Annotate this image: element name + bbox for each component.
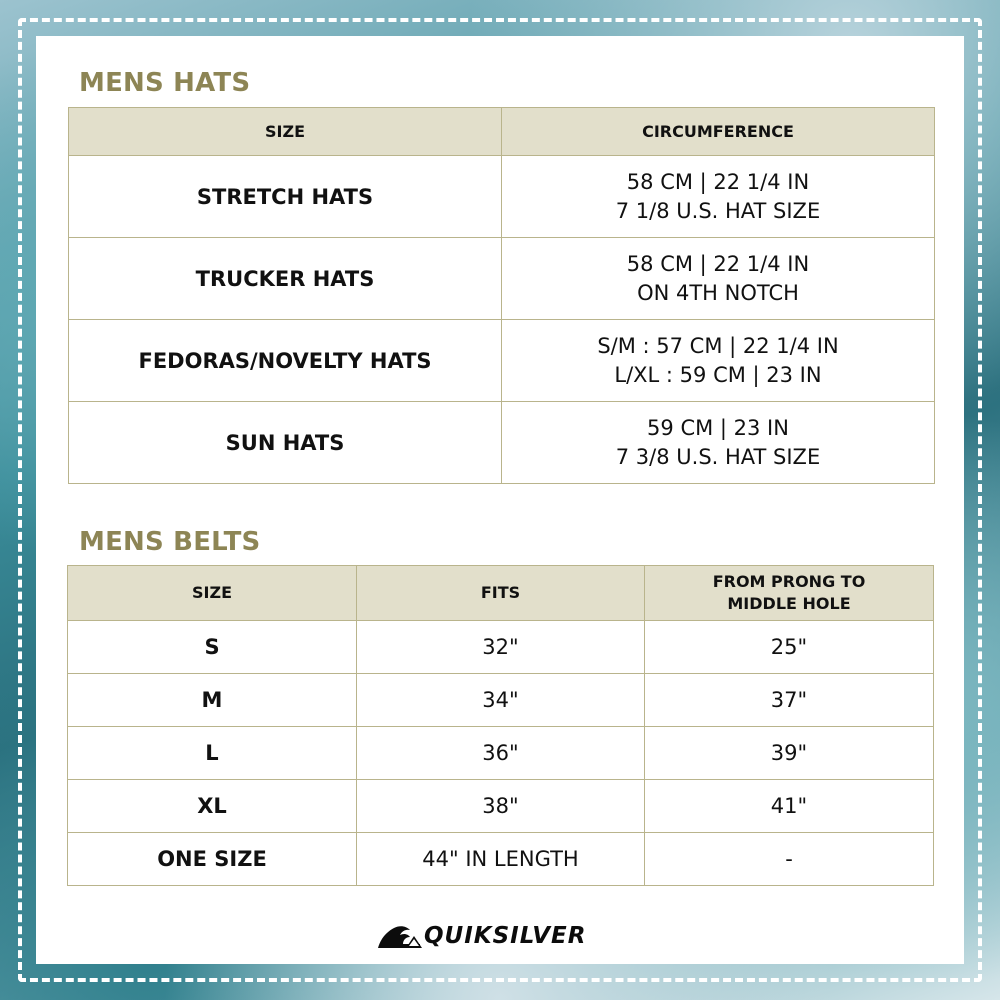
table-row bbox=[68, 727, 934, 780]
hat-type-label: TRUCKER HATS bbox=[69, 238, 502, 320]
value-line-2: ON 4TH NOTCH bbox=[637, 280, 799, 305]
table-header-row bbox=[68, 566, 934, 621]
table-row bbox=[69, 156, 935, 238]
quiksilver-logo bbox=[376, 920, 626, 952]
belt-fits-value: 44" IN LENGTH bbox=[357, 833, 645, 886]
hats-section-title: MENS HATS bbox=[79, 68, 251, 98]
hat-type-label: SUN HATS bbox=[69, 402, 502, 484]
value-line-2: 7 1/8 U.S. HAT SIZE bbox=[615, 198, 821, 223]
hat-type-label: STRETCH HATS bbox=[69, 156, 502, 238]
belts-section-title: MENS BELTS bbox=[79, 527, 261, 557]
belt-size-label: M bbox=[68, 674, 357, 727]
belt-fits-value: 32" bbox=[357, 621, 645, 674]
belt-size-label: XL bbox=[68, 780, 357, 833]
value-line-1: 58 CM | 22 1/4 IN bbox=[626, 169, 810, 194]
belt-size-label: S bbox=[68, 621, 357, 674]
header-fits: FITS bbox=[357, 566, 645, 621]
hat-circumference-value bbox=[502, 402, 935, 484]
belt-fits-value: 36" bbox=[357, 727, 645, 780]
value-line-2: 7 3/8 U.S. HAT SIZE bbox=[615, 444, 821, 469]
hat-circumference-value bbox=[502, 238, 935, 320]
belt-prong-value: - bbox=[645, 833, 934, 886]
belt-prong-value: 41" bbox=[645, 780, 934, 833]
belt-size-label: ONE SIZE bbox=[68, 833, 357, 886]
table-row bbox=[68, 833, 934, 886]
header-prong-to-middle-hole bbox=[645, 566, 934, 621]
header-line-1: FROM PRONG TO bbox=[712, 572, 866, 591]
belt-size-label: L bbox=[68, 727, 357, 780]
belt-prong-value: 25" bbox=[645, 621, 934, 674]
value-line-1: S/M : 57 CM | 22 1/4 IN bbox=[597, 333, 839, 358]
value-line-1: 58 CM | 22 1/4 IN bbox=[626, 251, 810, 276]
header-circumference: CIRCUMFERENCE bbox=[502, 108, 935, 156]
hats-size-table bbox=[68, 107, 935, 484]
belts-size-table bbox=[67, 565, 934, 886]
hat-type-label: FEDORAS/NOVELTY HATS bbox=[69, 320, 502, 402]
wave-mountain-icon bbox=[376, 922, 422, 950]
table-row bbox=[69, 320, 935, 402]
header-size: SIZE bbox=[69, 108, 502, 156]
header-line-2: MIDDLE HOLE bbox=[727, 594, 851, 613]
belt-prong-value: 37" bbox=[645, 674, 934, 727]
belt-fits-value: 34" bbox=[357, 674, 645, 727]
table-header-row bbox=[69, 108, 935, 156]
table-row bbox=[69, 238, 935, 320]
value-line-1: 59 CM | 23 IN bbox=[647, 415, 789, 440]
value-line-2: L/XL : 59 CM | 23 IN bbox=[614, 362, 822, 387]
header-size: SIZE bbox=[68, 566, 357, 621]
belt-prong-value: 39" bbox=[645, 727, 934, 780]
table-row bbox=[68, 621, 934, 674]
hat-circumference-value bbox=[502, 320, 935, 402]
table-row bbox=[68, 780, 934, 833]
hat-circumference-value bbox=[502, 156, 935, 238]
table-row bbox=[69, 402, 935, 484]
table-row bbox=[68, 674, 934, 727]
brand-name: QUIKSILVER bbox=[424, 923, 587, 949]
belt-fits-value: 38" bbox=[357, 780, 645, 833]
